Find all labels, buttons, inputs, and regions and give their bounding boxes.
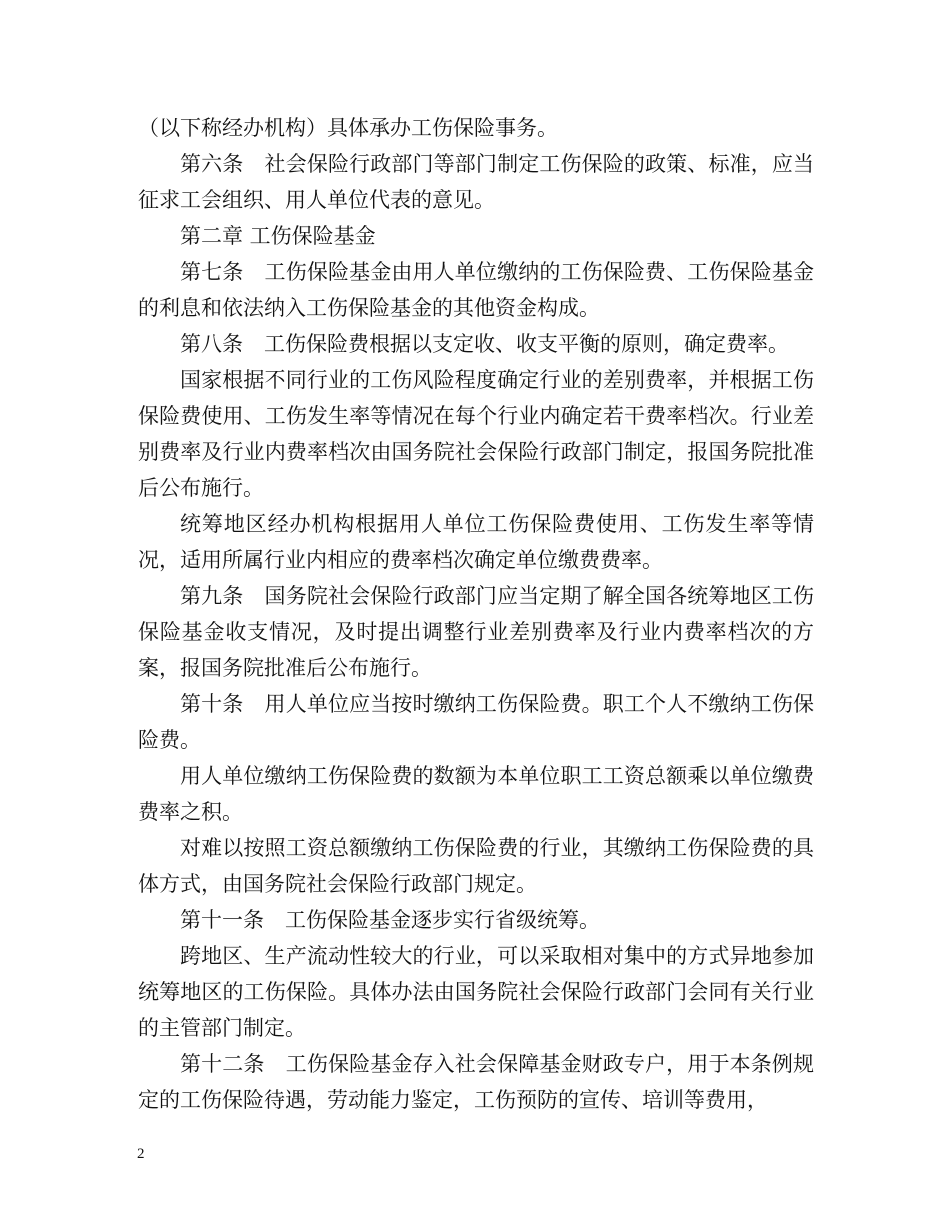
page-number: 2 — [137, 1146, 145, 1162]
paragraph-article-9: 第九条 国务院社会保险行政部门应当定期了解全国各统筹地区工伤保险基金收支情况，及时提出调整行业差别费率及行业内费率档次的方案，报国务院批准后公布施行。 — [138, 584, 814, 680]
paragraph-article-8-clause-3: 统筹地区经办机构根据用人单位工伤保险费使用、工伤发生率等情况，适用所属行业内相应的费率档次确定单位缴费费率。 — [138, 512, 814, 572]
paragraph-article-10-clause-2: 用人单位缴纳工伤保险费的数额为本单位职工工资总额乘以单位缴费费率之积。 — [138, 764, 814, 824]
paragraph-article-8: 第八条 工伤保险费根据以支定收、收支平衡的原则，确定费率。 — [180, 332, 789, 356]
document-body — [138, 110, 814, 1118]
paragraph-article-12: 第十二条 工伤保险基金存入社会保障基金财政专户，用于本条例规定的工伤保险待遇，劳动能力鉴定，工伤预防的宣传、培训等费用， — [138, 1052, 814, 1112]
chapter-heading: 第二章 工伤保险基金 — [180, 224, 376, 248]
paragraph-article-11: 第十一条 工伤保险基金逐步实行省级统筹。 — [180, 908, 600, 932]
paragraph-article-10-clause-3: 对难以按照工资总额缴纳工伤保险费的行业，其缴纳工伤保险费的具体方式，由国务院社会保险行政部门规定。 — [138, 836, 814, 896]
paragraph-article-6: 第六条 社会保险行政部门等部门制定工伤保险的政策、标准，应当征求工会组织、用人单位代表的意见。 — [138, 152, 814, 212]
paragraph-article-10: 第十条 用人单位应当按时缴纳工伤保险费。职工个人不缴纳工伤保险费。 — [138, 692, 814, 752]
paragraph-article-8-clause-2: 国家根据不同行业的工伤风险程度确定行业的差别费率，并根据工伤保险费使用、工伤发生率等情况在每个行业内确定若干费率档次。行业差别费率及行业内费率档次由国务院社会保险行政部门制定，报国务院批准后公布施行。 — [138, 368, 814, 500]
paragraph-continuation: （以下称经办机构）具体承办工伤保险事务。 — [138, 116, 558, 140]
paragraph-article-11-clause-2: 跨地区、生产流动性较大的行业，可以采取相对集中的方式异地参加统筹地区的工伤保险。具体办法由国务院社会保险行政部门会同有关行业的主管部门制定。 — [138, 944, 814, 1040]
paragraph-article-7: 第七条 工伤保险基金由用人单位缴纳的工伤保险费、工伤保险基金的利息和依法纳入工伤保险基金的其他资金构成。 — [138, 260, 814, 320]
